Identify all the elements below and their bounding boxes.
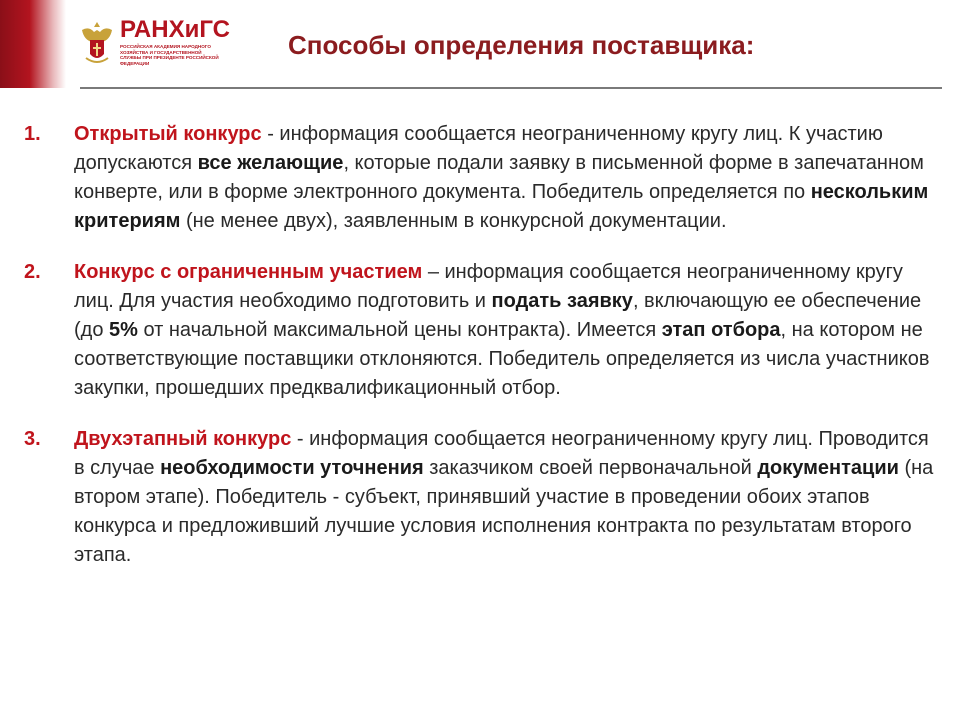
logo-subtitle: РОССИЙСКАЯ АКАДЕМИЯ НАРОДНОГО ХОЗЯЙСТВА И ГОСУДАРСТВЕННОЙ СЛУЖБЫ ПРИ ПРЕЗИДЕНТЕ РОССИЙСКОЙ ФЕДЕРАЦИИ	[120, 44, 219, 66]
eagle-emblem-icon	[80, 18, 114, 66]
body-text: , которые подали заявку в письменной форме в запечатанном конверте, или в форме электронного документа. Победитель определяется по	[74, 152, 924, 203]
item-number: 2.	[24, 261, 41, 283]
body-text: - информация сообщается неограниченному кругу лиц. Проводится в случае	[74, 428, 929, 479]
procurement-methods-list	[24, 120, 940, 592]
method-term: Двухэтапный конкурс	[74, 428, 292, 450]
item-text	[74, 120, 940, 236]
page-title: Способы определения поставщика:	[288, 30, 755, 60]
body-text: - информация сообщается неограниченному кругу лиц. К участию допускаются	[74, 123, 883, 174]
body-text: , на котором не соответствующие поставщики отклоняются. Победитель определяется из числа участников закупки, прошедших предквалификационный отбор.	[74, 319, 930, 399]
emphasis-text: документации	[757, 457, 899, 479]
emphasis-text: все желающие	[197, 152, 344, 174]
red-accent-bar	[0, 0, 66, 88]
body-text: от начальной максимальной цены контракта). Имеется	[137, 319, 662, 341]
item-text	[74, 425, 940, 570]
emphasis-text: 5%	[109, 319, 138, 341]
body-text: заказчиком своей первоначальной	[423, 457, 758, 479]
body-text: (не менее двух), заявленным в конкурсной документации.	[180, 210, 727, 232]
ranepa-logo	[80, 14, 240, 70]
body-text: (на втором этапе). Победитель - субъект, принявший участие в проведении обоих этапов конкурса и предложивший лучшие условия исполнения контракта по результатам второго этапа.	[74, 457, 934, 566]
emphasis-text: этап отбора	[661, 319, 781, 341]
logo-name: РАНХиГС	[120, 16, 230, 43]
item-number: 1.	[24, 123, 41, 145]
title-divider	[80, 87, 942, 89]
list-item	[24, 425, 940, 570]
method-term: Конкурс с ограниченным участием	[74, 261, 423, 283]
item-number: 3.	[24, 428, 41, 450]
body-text: , включающую ее обеспечение (до	[74, 290, 922, 341]
list-item	[24, 120, 940, 236]
list-item	[24, 258, 940, 403]
item-text	[74, 258, 940, 403]
emphasis-text: нескольким критериям	[74, 181, 929, 232]
body-text: – информация сообщается неограниченному кругу лиц. Для участия необходимо подготовить и	[74, 261, 903, 312]
emphasis-text: подать заявку	[491, 290, 633, 312]
method-term: Открытый конкурс	[74, 123, 262, 145]
emphasis-text: необходимости уточнения	[160, 457, 424, 479]
